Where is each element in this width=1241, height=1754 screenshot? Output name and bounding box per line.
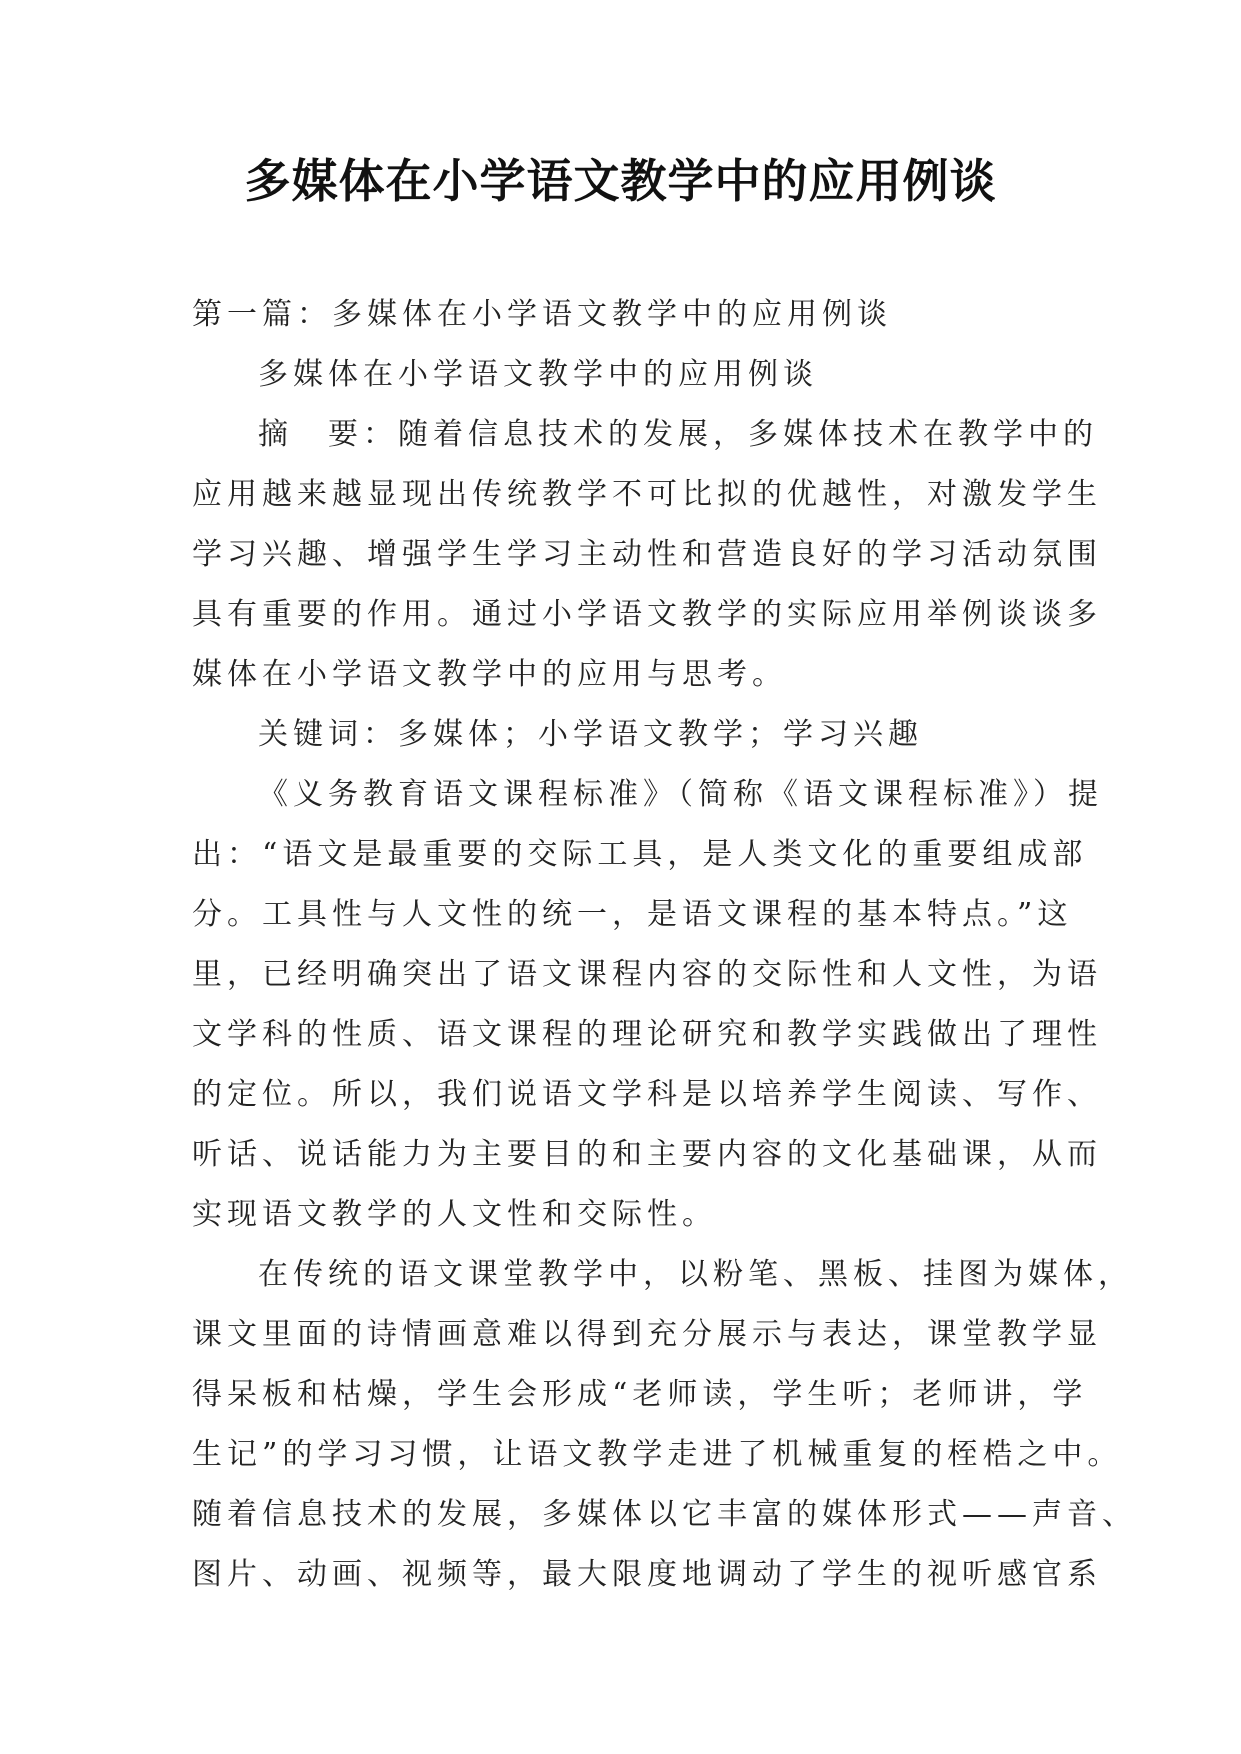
text-line: 学习兴趣、增强学生学习主动性和营造良好的学习活动氛围	[192, 537, 1102, 572]
text-line: 课文里面的诗情画意难以得到充分展示与表达，课堂教学显	[192, 1317, 1102, 1352]
text-line: 具有重要的作用。通过小学语文教学的实际应用举例谈谈多	[192, 597, 1102, 632]
text-line: 文学科的性质、语文课程的理论研究和教学实践做出了理性	[192, 1017, 1102, 1052]
text-line: 随着信息技术的发展，多媒体以它丰富的媒体形式——声音、	[192, 1497, 1137, 1532]
text-line: 听话、说话能力为主要目的和主要内容的文化基础课，从而	[192, 1137, 1102, 1172]
text-line: 的定位。所以，我们说语文学科是以培养学生阅读、写作、	[192, 1077, 1102, 1112]
text-line: 生记”的学习习惯，让语文教学走进了机械重复的桎梏之中。	[192, 1437, 1123, 1472]
text-line: 在传统的语文课堂教学中，以粉笔、黑板、挂图为媒体，	[258, 1257, 1133, 1292]
text-line: 得呆板和枯燥，学生会形成“老师读，学生听；老师讲，学	[192, 1377, 1088, 1412]
text-line: 多媒体在小学语文教学中的应用例谈	[258, 357, 818, 392]
text-line: 出：“语文是最重要的交际工具，是人类文化的重要组成部	[192, 837, 1088, 872]
document-body	[192, 285, 1137, 1605]
text-line: 第一篇：多媒体在小学语文教学中的应用例谈	[192, 297, 892, 332]
text-line: 实现语文教学的人文性和交际性。	[192, 1197, 717, 1232]
text-line: 里，已经明确突出了语文课程内容的交际性和人文性，为语	[192, 957, 1102, 992]
text-line: 《义务教育语文课程标准》（简称《语文课程标准》）提	[258, 777, 1103, 812]
text-line: 图片、动画、视频等，最大限度地调动了学生的视听感官系	[192, 1557, 1102, 1592]
text-line: 关键词：多媒体；小学语文教学；学习兴趣	[258, 717, 923, 752]
text-line: 摘 要：随着信息技术的发展，多媒体技术在教学中的	[258, 417, 1098, 452]
document-title: 多媒体在小学语文教学中的应用例谈	[244, 154, 997, 208]
text-line: 媒体在小学语文教学中的应用与思考。	[192, 657, 787, 692]
text-line: 应用越来越显现出传统教学不可比拟的优越性，对激发学生	[192, 477, 1102, 512]
text-line: 分。工具性与人文性的统一，是语文课程的基本特点。”这	[192, 897, 1073, 932]
